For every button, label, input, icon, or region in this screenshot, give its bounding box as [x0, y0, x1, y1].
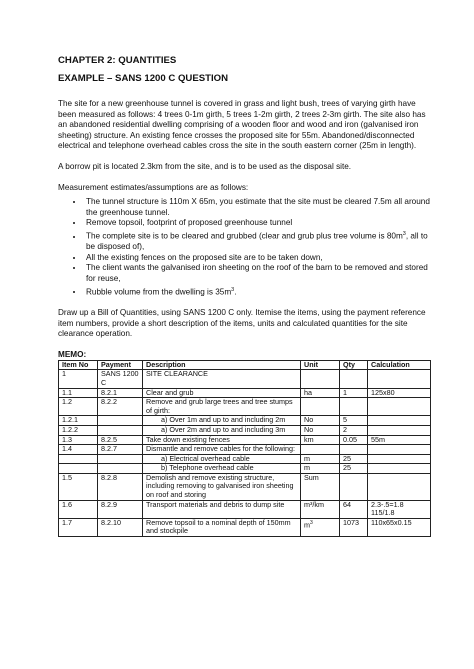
cell-payment: 8.2.2	[98, 398, 143, 416]
cell-calculation	[368, 398, 431, 416]
cell-qty: 5	[340, 416, 368, 426]
cell-item: 1.5	[59, 473, 98, 500]
bill-of-quantities-table	[58, 360, 431, 537]
cell-unit: ha	[301, 388, 340, 398]
header-calculation: Calculation	[368, 360, 431, 370]
header-unit: Unit	[301, 360, 340, 370]
cell-description: a) Over 2m and up to and including 3m	[143, 425, 301, 435]
cell-description: Dismantle and remove cables for the following:	[143, 445, 301, 455]
cell-qty	[340, 370, 368, 388]
cell-description: Take down existing fences	[143, 435, 301, 445]
cell-unit: Sum	[301, 473, 340, 500]
cell-description: Demolish and remove existing structure, including removing to galvanised iron sheeting on roof and storing	[143, 473, 301, 500]
cell-qty: 25	[340, 464, 368, 474]
table-row	[59, 398, 431, 416]
cell-unit	[301, 398, 340, 416]
intro-paragraph: The site for a new greenhouse tunnel is covered in grass and light bush, trees of varying girth have been measured as follows: 4 trees 0-1m girth, 5 trees 1-2m girth, 2 trees 2-3m girth. The site also has an abandoned residential dwelling comprising of a wooden floor and wood and iron (galvanised iron sheeting) structure. An existing fence crosses the proposed site for 55m. Abandoned/disconnected electrical and telephone overhead cables cross the site in the south eastern corner (25m in length).	[58, 99, 426, 151]
cell-payment: 8.2.7	[98, 445, 143, 455]
cell-description: a) Electrical overhead cable	[143, 454, 301, 464]
cell-item: 1.4	[59, 445, 98, 455]
document-page	[58, 52, 430, 537]
cell-calculation	[368, 370, 431, 388]
chapter-heading: CHAPTER 2: QUANTITIES	[58, 55, 177, 66]
cell-calculation	[368, 454, 431, 464]
cell-item: 1.6	[59, 500, 98, 518]
list-item: • The client wants the galvanised iron sheeting on the roof of the barn to be removed and stored for reuse,	[84, 263, 430, 284]
cell-description: SITE CLEARANCE	[143, 370, 301, 388]
cell-calculation: 110x65x0.15	[368, 518, 431, 536]
cell-item: 1.1	[59, 388, 98, 398]
cell-unit: No	[301, 416, 340, 426]
table-row	[59, 500, 431, 518]
assumption-list	[58, 197, 430, 298]
cell-description: Clear and grub	[143, 388, 301, 398]
cell-qty	[340, 473, 368, 500]
cell-payment: 8.2.10	[98, 518, 143, 536]
header-description: Description	[143, 360, 301, 370]
list-item: • All the existing fences on the proposed site are to be taken down,	[84, 253, 430, 264]
cell-payment: SANS 1200 C	[98, 370, 143, 388]
cell-payment	[98, 416, 143, 426]
cell-calculation	[368, 445, 431, 455]
cell-unit: No	[301, 425, 340, 435]
cell-qty: 1	[340, 388, 368, 398]
list-item: • The complete site is to be cleared and grubbed (clear and grub plus tree volume is $80m^3$, all to be disposed of),	[84, 229, 430, 253]
cell-unit	[301, 370, 340, 388]
cell-qty: 64	[340, 500, 368, 518]
cell-item: 1.7	[59, 518, 98, 536]
cell-qty: 25	[340, 454, 368, 464]
cell-payment: 8.2.9	[98, 500, 143, 518]
cell-description: b) Telephone overhead cable	[143, 464, 301, 474]
cell-description: Remove and grub large trees and tree stumps of girth:	[143, 398, 301, 416]
cell-item	[59, 454, 98, 464]
table-row	[59, 473, 431, 500]
cell-calculation: 2.3-.5=1.8 115/1.8	[368, 500, 431, 518]
example-heading: EXAMPLE – SANS 1200 C QUESTION	[58, 73, 229, 84]
cell-payment: 8.2.1	[98, 388, 143, 398]
cell-unit: km	[301, 435, 340, 445]
cell-calculation: 55m	[368, 435, 431, 445]
measurement-intro: Measurement estimates/assumptions are as follows:	[58, 182, 249, 192]
memo-label: MEMO:	[58, 349, 87, 359]
instructions-paragraph: Draw up a Bill of Quantities, using SANS 1200 C only. Itemise the items, using the payment reference item numbers, provide a short description of the items, units and calculated quantities for the site clearance operation.	[58, 307, 426, 339]
cell-calculation: 125x80	[368, 388, 431, 398]
table-row	[59, 370, 431, 388]
cell-item: 1.2	[59, 398, 98, 416]
cell-calculation	[368, 473, 431, 500]
header-qty: Qty	[340, 360, 368, 370]
cell-payment: 8.2.8	[98, 473, 143, 500]
cell-calculation	[368, 416, 431, 426]
cell-qty: 1073	[340, 518, 368, 536]
cell-unit: m³/km	[301, 500, 340, 518]
cell-description: Transport materials and debris to dump site	[143, 500, 301, 518]
list-item: • The tunnel structure is 110m X 65m, you estimate that the site must be cleared 7.5m all around the greenhouse tunnel.	[84, 197, 430, 218]
cell-calculation	[368, 464, 431, 474]
list-item: • Remove topsoil, footprint of proposed greenhouse tunnel	[84, 218, 430, 229]
cell-unit: $m^3$	[301, 518, 340, 536]
table-row	[59, 518, 431, 536]
cell-item: 1.2.1	[59, 416, 98, 426]
cell-qty: 2	[340, 425, 368, 435]
cell-description: a) Over 1m and up to and including 2m	[143, 416, 301, 426]
borrow-pit-paragraph: A borrow pit is located 2.3km from the site, and is to be used as the disposal site.	[58, 161, 352, 171]
header-payment: Payment	[98, 360, 143, 370]
cell-item: 1.3	[59, 435, 98, 445]
cell-qty: 0.05	[340, 435, 368, 445]
cell-payment: 8.2.5	[98, 435, 143, 445]
cell-qty	[340, 398, 368, 416]
header-item: Item No	[59, 360, 98, 370]
cell-description: Remove topsoil to a nominal depth of 150mm and stockpile	[143, 518, 301, 536]
cell-unit: m	[301, 454, 340, 464]
cell-payment	[98, 454, 143, 464]
cell-item: 1.2.2	[59, 425, 98, 435]
cell-unit: m	[301, 464, 340, 474]
cell-item: 1	[59, 370, 98, 388]
list-item: • Rubble volume from the dwelling is $35m^3$.	[84, 285, 430, 298]
